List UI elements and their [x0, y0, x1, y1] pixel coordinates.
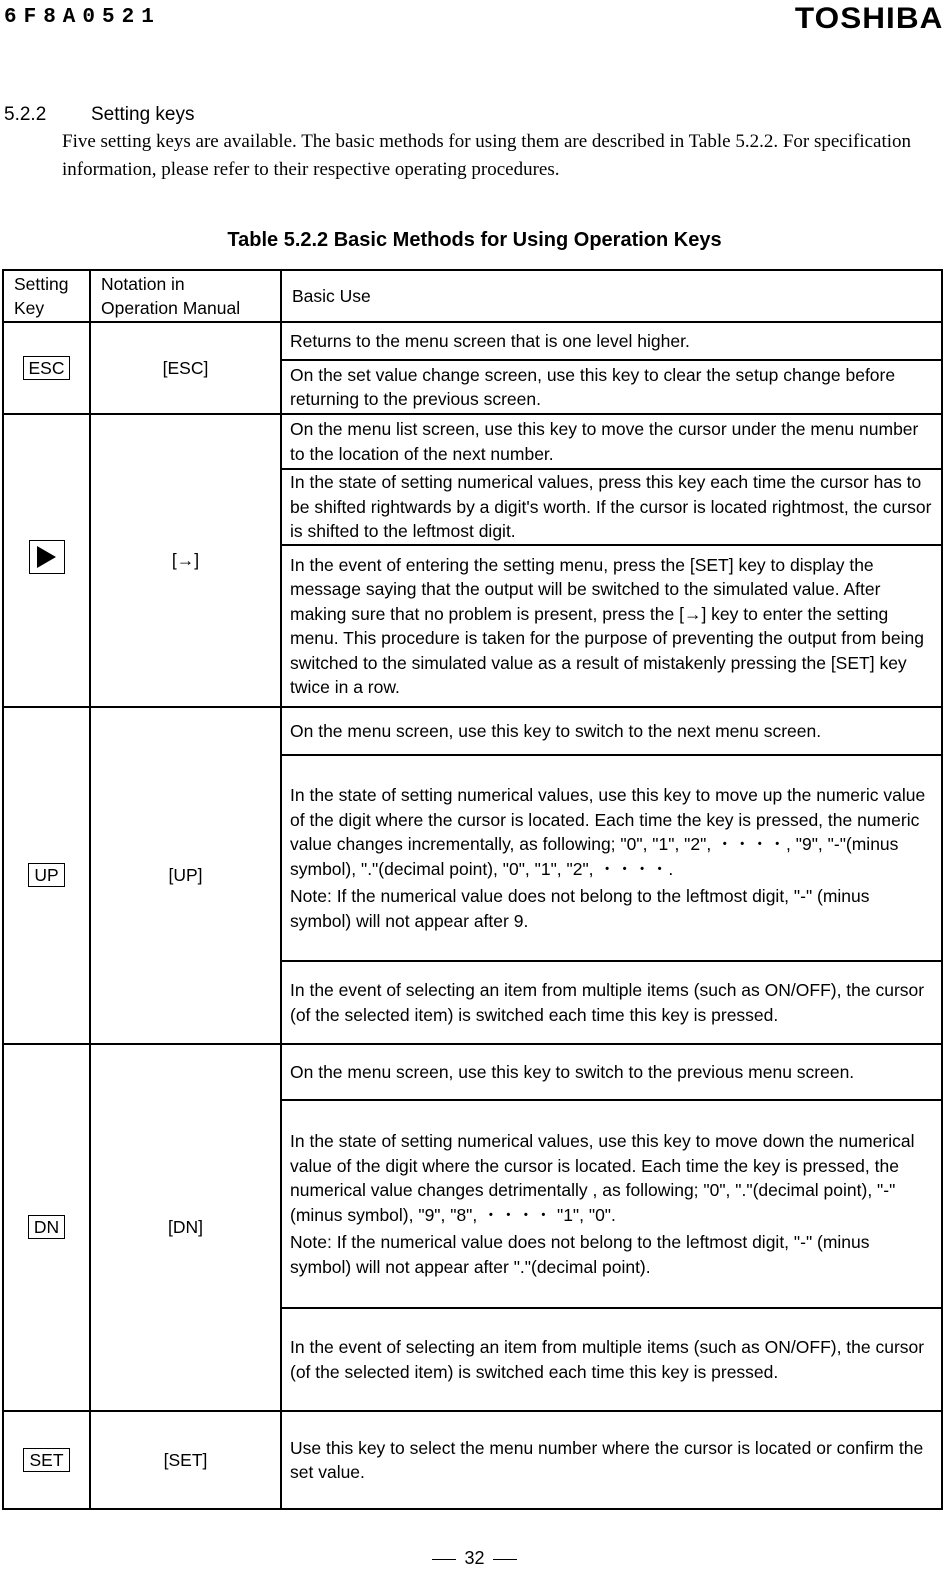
- use-cell: On the set value change screen, use this key to clear the setup change before returning to the previous screen.: [281, 360, 942, 414]
- use-cell: On the menu list screen, use this key to move the cursor under the menu number to the location of the next number.: [281, 414, 942, 469]
- use-cell: In the state of setting numerical values, use this key to move down the numerical value of the digit where the cursor is located. Each time the key is pressed, the numerical value changes detrimentally , as following; "0", "."(decimal point), "-"(minus symbol), "9", "8", ・・・・ "1", "0". Note: If the numerical value does not belong to the leftmost digit, "-" (minus symbol) will not appear after "."(decimal point).: [281, 1100, 942, 1308]
- up-key-icon: UP: [28, 863, 64, 887]
- table-row: [3, 707, 942, 755]
- key-cell-right: [3, 414, 90, 707]
- key-cell-up: [3, 707, 90, 1044]
- table-caption: Table 5.2.2 Basic Methods for Using Operation Keys: [227, 229, 722, 251]
- use-cell: On the menu screen, use this key to switch to the next menu screen.: [281, 707, 942, 755]
- section-number: 5.2.2: [4, 104, 47, 125]
- key-cell-set: [3, 1411, 90, 1509]
- table-row: [3, 1044, 942, 1100]
- intro-paragraph: Five setting keys are available. The basic methods for using them are described in Table 5.2.2. For specification information, please refer to their respective operating procedures.: [62, 131, 912, 180]
- key-cell-dn: [3, 1044, 90, 1411]
- use-cell: In the state of setting numerical values, use this key to move up the numeric value of the digit where the cursor is located. Each time the key is pressed, the numeric value changes incrementally, as following; "0", "1", "2", ・・・・, "9", "-"(minus symbol), "."(decimal point), "0", "1", "2", ・・・・. Note: If the numerical value does not belong to the leftmost digit, "-" (minus symbol) will not appear after 9.: [281, 755, 942, 961]
- document-code: 6F8A0521: [4, 6, 161, 29]
- page-number: 32: [464, 1548, 485, 1568]
- right-arrow-play-icon: [29, 540, 65, 574]
- section-heading: [4, 104, 195, 126]
- notation-right: [→]: [90, 414, 281, 707]
- use-cell: Returns to the menu screen that is one level higher.: [281, 322, 942, 360]
- table-row: [3, 414, 942, 469]
- use-cell: In the event of entering the setting menu, press the [SET] key to display the message saying that the output will be switched to the simulated value. After making sure that no problem is present, press the [→] key to enter the setting menu. This procedure is taken for the purpose of preventing the output from being switched to the simulated value as a result of mistakenly pressing the [SET] key twice in a row.: [281, 545, 942, 707]
- operation-keys-table: [2, 269, 943, 1510]
- table-row: [3, 1411, 942, 1509]
- header-basic-use: Basic Use: [281, 270, 942, 322]
- table-row: [3, 322, 942, 360]
- table-header-row: [3, 270, 942, 322]
- use-cell: On the menu screen, use this key to switch to the previous menu screen.: [281, 1044, 942, 1100]
- section-title: Setting keys: [91, 104, 195, 125]
- page-footer: [0, 1548, 949, 1569]
- notation-dn: [DN]: [90, 1044, 281, 1411]
- notation-up: [UP]: [90, 707, 281, 1044]
- set-key-icon: SET: [23, 1448, 69, 1472]
- use-cell: In the event of selecting an item from multiple items (such as ON/OFF), the cursor (of the selected item) is switched each time this key is pressed.: [281, 1308, 942, 1411]
- toshiba-logo: TOSHIBA: [794, 2, 943, 35]
- notation-set: [SET]: [90, 1411, 281, 1509]
- use-cell: Use this key to select the menu number where the cursor is located or confirm the set value.: [281, 1411, 942, 1509]
- esc-key-icon: ESC: [23, 356, 71, 380]
- notation-esc: [ESC]: [90, 322, 281, 414]
- header-setting-key: Setting Key: [3, 270, 90, 322]
- dn-key-icon: DN: [28, 1215, 65, 1239]
- key-cell-esc: [3, 322, 90, 414]
- use-cell: In the event of selecting an item from multiple items (such as ON/OFF), the cursor (of the selected item) is switched each time this key is pressed.: [281, 961, 942, 1044]
- header-notation: Notation in Operation Manual: [90, 270, 281, 322]
- use-cell: In the state of setting numerical values, press this key each time the cursor has to be shifted rightwards by a digit's worth. If the cursor is located rightmost, the cursor is shifted to the leftmost digit.: [281, 469, 942, 545]
